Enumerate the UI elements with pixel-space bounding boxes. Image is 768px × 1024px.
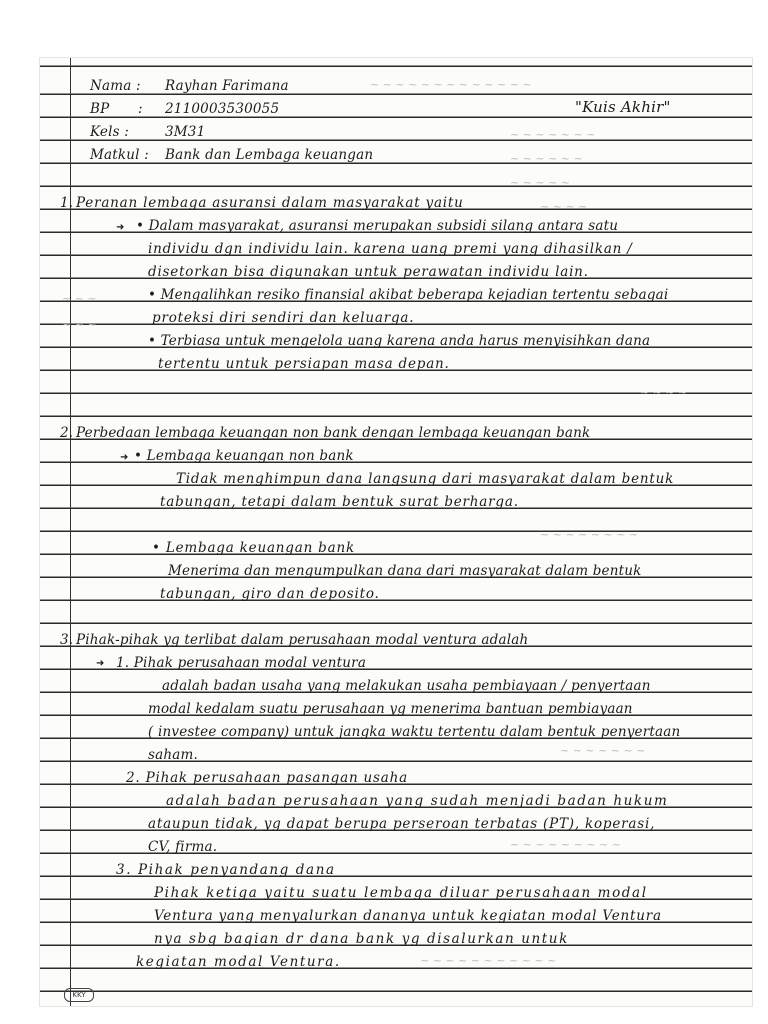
q2-number: 2. xyxy=(60,425,74,441)
q3-line: ( investee company) untuk jangka waktu tertentu dalam bentuk penyertaan xyxy=(148,724,681,740)
q3-number: 3. xyxy=(60,632,74,648)
q2-line: Tidak menghimpun dana langsung dari masyarakat dalam bentuk xyxy=(176,471,675,487)
q2-line: tabungan, tetapi dalam bentuk surat berharga. xyxy=(160,494,519,510)
bleed-through-text: ~ ~ ~ ~ ~ ~ ~ xyxy=(560,744,646,757)
q3-line: 3. Pihak penyandang dana xyxy=(116,862,336,878)
q3-heading: Pihak-pihak yg terlibat dalam perusahaan modal ventura adalah xyxy=(76,632,529,648)
class-label: Kels : xyxy=(90,124,129,140)
bleed-through-text: ~ ~ ~ ~ ~ ~ ~ ~ ~ xyxy=(510,838,621,851)
q1-line: disetorkan bisa digunakan untuk perawatan individu lain. xyxy=(148,264,589,280)
q3-line: 1. Pihak perusahaan modal ventura xyxy=(116,655,367,671)
bleed-through-text: ~ ~ ~ ~ ~ ~ ~ ~ xyxy=(540,528,639,541)
q1-line: proteksi diri sendiri dan keluarga. xyxy=(152,310,415,326)
q1-line: tertentu untuk persiapan masa depan. xyxy=(158,356,450,372)
quiz-title: "Kuis Akhir" xyxy=(575,98,671,116)
bleed-through-text: ~ ~ ~ ~ ~ xyxy=(510,176,571,189)
q3-line: ataupun tidak, yg dapat berupa perseroan terbatas (PT), koperasi, xyxy=(148,816,656,832)
q1-line: • Dalam masyarakat, asuransi merupakan subsidi silang antara satu xyxy=(136,218,619,234)
q2-line: tabungan, giro dan deposito. xyxy=(160,586,380,602)
bleed-through-text: ~ ~ ~ ~ ~ ~ ~ ~ ~ ~ ~ ~ ~ xyxy=(370,78,532,91)
bleed-through-text: ~ ~ ~ ~ ~ ~ ~ xyxy=(510,128,596,141)
q2-line: Menerima dan mengumpulkan dana dari masyarakat dalam bentuk xyxy=(168,563,642,579)
q2-line: • Lembaga keuangan bank xyxy=(152,540,355,556)
bp-label: BP xyxy=(90,101,110,117)
q2-heading: Perbedaan lembaga keuangan non bank dengan lembaga keuangan bank xyxy=(76,425,591,441)
name-label: Nama : xyxy=(90,78,141,94)
bp-separator: : xyxy=(138,101,143,117)
q3-line: adalah badan usaha yang melakukan usaha pembiayaan / penyertaan xyxy=(162,678,651,694)
bleed-through-text: ~ ~ ~ ~ ~ ~ xyxy=(510,152,583,165)
q3-line: nya sbg bagian dr dana bank yg disalurkan untuk xyxy=(154,931,569,947)
q3-line: Pihak ketiga yaitu suatu lembaga diluar perusahaan modal xyxy=(154,885,648,901)
q1-line: individu dgn individu lain. karena uang premi yang dihasilkan / xyxy=(148,241,633,257)
q3-line: adalah badan perusahaan yang sudah menjadi badan hukum xyxy=(166,793,669,809)
q2-line: • Lembaga keuangan non bank xyxy=(134,448,354,464)
q3-line: saham. xyxy=(148,747,199,763)
bleed-through-text: ~ ~ ~ xyxy=(62,292,97,305)
q1-number: 1. xyxy=(60,195,74,211)
q3-line: Ventura yang menyalurkan dananya untuk kegiatan modal Ventura xyxy=(154,908,662,924)
q3-line: 2. Pihak perusahaan pasangan usaha xyxy=(126,770,408,786)
q3-line: modal kedalam suatu perusahaan yg menerima bantuan pembiayaan xyxy=(148,701,633,717)
notebook-page xyxy=(40,58,752,1006)
q1-heading: Peranan lembaga asuransi dalam masyarakat yaitu xyxy=(76,195,464,211)
q1-arrow-icon: ➜ xyxy=(116,222,125,233)
brand-badge: KKY xyxy=(64,988,94,1002)
course-label: Matkul : xyxy=(90,147,149,163)
bleed-through-text: ~ ~ ~ ~ xyxy=(640,386,688,399)
bleed-through-text: ~ ~ ~ ~ ~ ~ ~ ~ ~ ~ ~ xyxy=(420,954,557,967)
name-value: Rayhan Farimana xyxy=(165,78,289,94)
course-value: Bank dan Lembaga keuangan xyxy=(165,147,374,163)
bleed-through-text: ~ ~ ~ xyxy=(62,318,97,331)
q1-line: • Terbiasa untuk mengelola uang karena anda harus menyisihkan dana xyxy=(148,333,651,349)
bleed-through-text: ~ ~ ~ ~ xyxy=(540,200,588,213)
class-value: 3M31 xyxy=(165,124,206,140)
q2-arrow-icon: ➜ xyxy=(120,452,129,463)
bp-value: 2110003530055 xyxy=(165,101,280,117)
q3-line: CV, firma. xyxy=(148,839,218,855)
q3-line: kegiatan modal Ventura. xyxy=(136,954,341,970)
q1-line: • Mengalihkan resiko finansial akibat beberapa kejadian tertentu sebagai xyxy=(148,287,669,303)
q3-arrow-icon: ➜ xyxy=(96,658,105,669)
